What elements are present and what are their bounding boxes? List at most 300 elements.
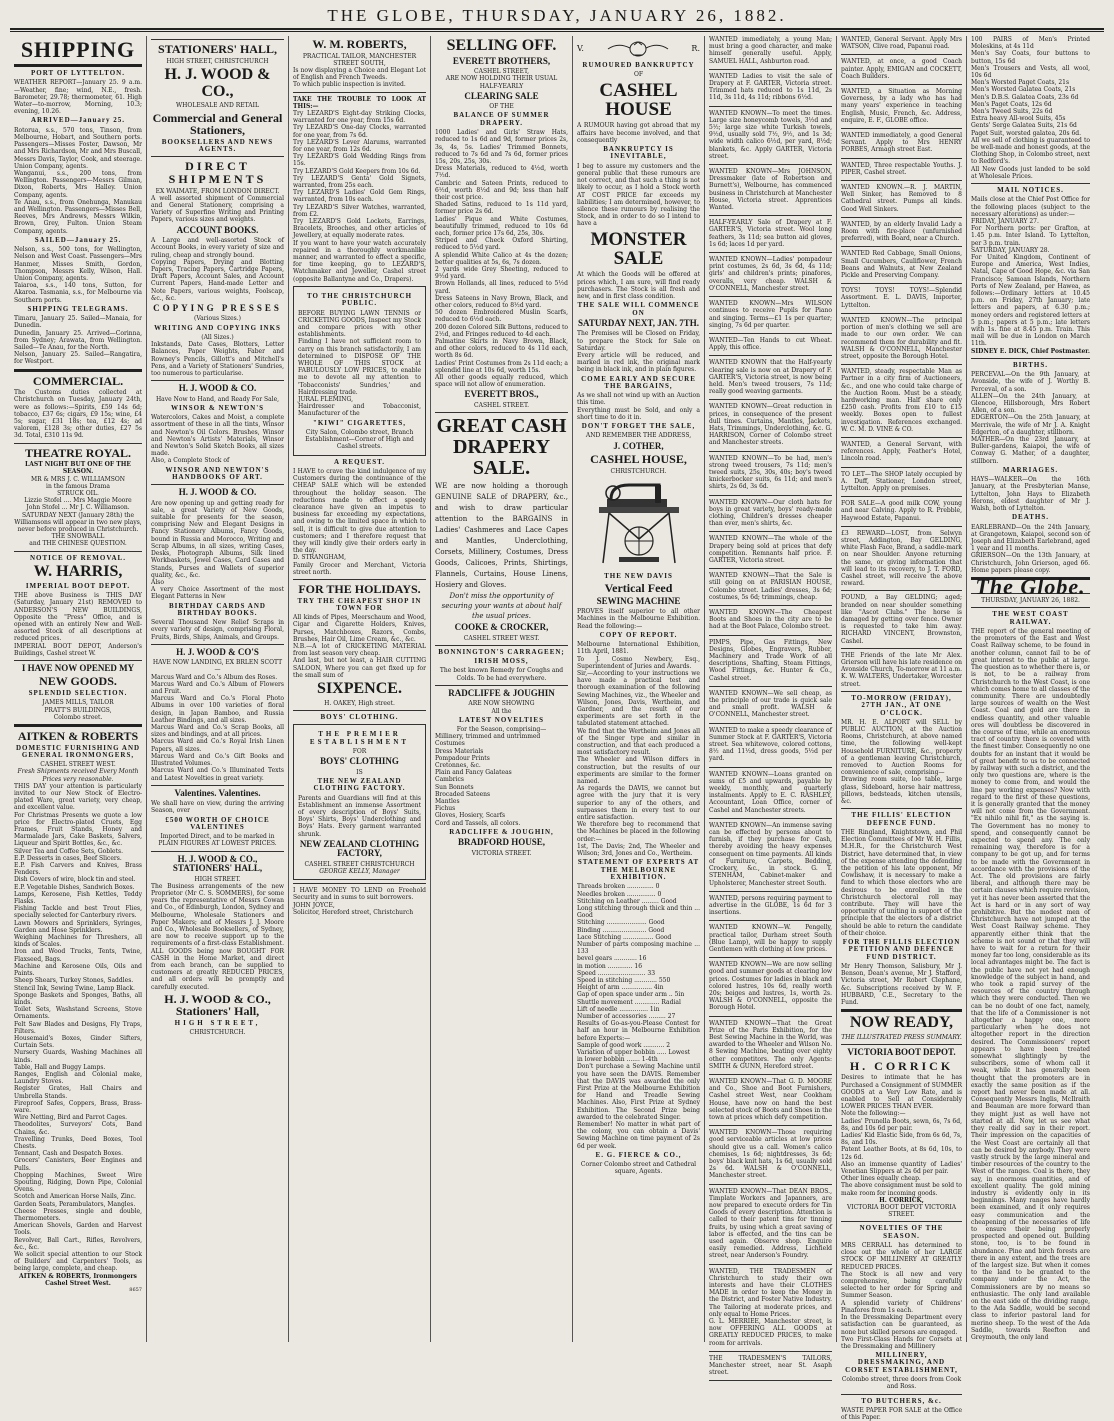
divider: [14, 551, 142, 552]
vr-right: R.: [691, 44, 700, 54]
divider: [841, 158, 962, 159]
divider: [709, 399, 832, 400]
classified-ad: WANTED immediately, a young Man; must bring a good character, and make himself generally useful. Apply, SAMUEL HALL, Ashburton road.: [709, 36, 832, 65]
rumoured-bankruptcy: RUMOURED BANKRUPTCY: [582, 61, 695, 69]
premier-boys: BOYS' CLOTHING: [320, 756, 399, 767]
divider: [709, 296, 832, 297]
divider: [709, 215, 832, 216]
selling-off: SELLING OFF.: [446, 37, 557, 54]
new-davis: THE NEW DAVIS: [604, 571, 673, 580]
divider: [709, 1125, 832, 1126]
divider: [709, 686, 832, 687]
boys-clothing-heading: BOYS' CLOTHING.: [320, 713, 399, 722]
sewing-machine: SEWING MACHINE: [596, 595, 681, 606]
divider: [151, 380, 284, 381]
weather-report: WEATHER REPORT—January 25. 9 a.m.—Weather, fine; wind, N.E., fresh. Barometer, 29.78; thermometer, 61. High Water—to-morrow, Morning, 10.3; evening, 10.26.: [14, 79, 142, 116]
divider: [841, 1221, 962, 1222]
tomorrow-auction: TO-MORROW (FRIDAY), 27TH JAN., AT ONE O'CLOCK.: [851, 693, 952, 717]
sailed-heading: SAILED—January 25.: [34, 235, 122, 244]
divider: [841, 246, 962, 247]
direct-sub: EX WAIMATE, FROM LONDON DIRECT.: [155, 187, 280, 195]
divider: [709, 1016, 832, 1017]
divider: [151, 851, 284, 852]
money-to-lend: I HAVE MONEY TO LEND on Freehold Security and in sums to suit borrowers. JOHN JOYCE, Solicitor, Hereford street, Christchurch: [293, 887, 426, 916]
winsor-body: Watercolors, Cakes and Moist, a complete assortment of these in all the tints, Winsor and Newton's Oil Colors. Brushes, Winsor and Newton's Artists' Materials, Winsor and Newton's Solid Sketch Books, all sizes made. Also, a Complete Stock of: [151, 414, 284, 465]
vertical-feed: Vertical Feed: [604, 581, 673, 596]
divider: [841, 180, 962, 181]
classified-ad: WANTED, a Situation as Morning Governess, by a lady who has had many years' experience in teaching English, Music, French, &c. Address, enquire, E. F., GLOBE office.: [841, 88, 962, 124]
mail-notices-body: Mails close at the Chief Post Office for the following places (subject to the necessary alterations) as under:— FRIDAY, JANUARY 27. For Northern ports: per Grafton, at 1.45 p.m. Inter Island. To Lyttelton, per 3 p.m. train. SATURDAY, JANUARY 28. For United Kingdom, Continent of Europe and America, West Indies, Natal, Cape of Good Hope, &c. via San Francisco; Samoan Islands, Northern Ports of New Zealand, per Hawea, as follows:—Ordinary letters at 10.45 p.m. on Friday, 27th January; late letters and papers, at 6.30 p.m.; money orders and registered letters at 5 p.m.; papers at 5 p.m.; late letters with 1s. fine at 8.45 p.m. Train. This mail will be due in London on March 11th.: [971, 196, 1090, 348]
column-8: [967, 36, 1094, 1342]
for-the-season: For the Season, comprising—: [456, 726, 547, 734]
roberts-sub: PRACTICAL TAILOR, MANCHESTER STREET SOUTH,: [302, 52, 417, 67]
marcus-ward-list: Marcus Ward and Co.'s Album des Roses. Marcus Ward and Co.'s Album of Flowers and Fruit. Marcus Ward and Co.'s Floral Photo Albums in over 100 varieties of floral design, in Japan Bamboo, and Russia Leather Bindings, and all sizes. Marcus Ward and Co.'s Scrap Books, all sizes and bindings, and at all prices. Marcus Ward and Co.'s Royal Irish Linen Papers, all sizes. Marcus Ward and Co.'s Gift Books and Illustrated Volumes. Marcus Ward and Co.'s Illuminated Texts and Latest Novelties in great variety.: [151, 673, 284, 782]
come-early: COME EARLY AND SECURE THE BARGAINS,: [581, 374, 696, 390]
fillis-fund: THE FILLIS' ELECTION DEFENCE FUND.: [851, 811, 952, 827]
classified-ad: WANTED KNOWN—That the Sale is still going on at PARISIAN HOUSE, Colombo street. Ladies' dresses, 3s 6d; costumes, 5s 6d; trimmings, cheap.: [709, 572, 832, 601]
summer-drapery: BALANCE OF SUMMER DRAPERY.: [453, 111, 550, 127]
column-2: [147, 36, 289, 1342]
sailed-list: Nelson, s.s., 500 tons, for Wellington, Nelson and West Coast. Passengers—Mrs Hanmer, Misses Smith, Gordon, Thompson, Messrs Kelly, Wilson, Hall. Union Company, agents. Taiaroa, s.s., 140 tons, Sutton, for Akaroa. Tasmania, s.s., for Melbourne via Southern ports.: [14, 246, 142, 304]
victoria-boot-depot: VICTORIA BOOT DEPOT.: [847, 1047, 956, 1058]
divider: [151, 785, 284, 786]
classified-ad: WANTED KNOWN—Mrs JOHNSON, Dressmaker (late of Robertson and Burnett's), Welbourne, has commenced business in Christchurch at Manchester House, Victoria street. Apprentices Wanted.: [709, 168, 832, 212]
divider: [841, 437, 962, 438]
radcliffe-list: Millinery, trimmed and untrimmed Costumes Dress Materials Pompadour Prints Cretonnes, &c. Plain and Fancy Galateas Cambrics Sun Bonnets Brocaded Sateens Mantles Fichus Gloves, Hosiery, Scarfs Cord and Tassels, all colors.: [435, 733, 541, 827]
classified-ad: WANTED KNOWN—To be had, men's strong tweed trousers, 7s 11d; men's tweed suits, 25s, 30s, 40s; boy's tweed knickerbocker suits, 6s 11d; and men's shirts, 2s 6d, 3s 6d.: [709, 454, 832, 491]
lezard-heading: TAKE THE TROUBLE TO LOOK AT THIS:—: [293, 95, 426, 110]
classified-ad: WANTED, persons requiring payment to advertise in the GLOBE, 1s 6d for 3 insertions.: [709, 894, 832, 917]
winsor-handbooks: WINSOR AND NEWTON'S HANDBOOKS OF ART.: [165, 465, 270, 481]
corrick-heading: H. CORRICK: [849, 1058, 954, 1073]
novelties-heading: NOVELTIES OF THE SEASON.: [859, 1224, 944, 1240]
divider: [841, 467, 962, 468]
divider: [14, 443, 142, 444]
radcliffe-all: All the: [491, 707, 512, 715]
divider: [841, 217, 962, 218]
divider: [435, 412, 568, 413]
harris-body: THE above Business is THIS DAY (Saturday, January 21st) REMOVED to ANDERSON'S NEW BUILDINGS, Opposite the "Press" Office, and is opened with an entirely New and Well-assorted Stock of all descriptions at reduced prices. IMPERIAL BOOT DEPOT, Anderson's Buildings, Cashel street W.: [14, 592, 142, 657]
divider: [841, 496, 962, 497]
classified-ad: WANTED KNOWN—Mrs WILSON continues to receive Pupils for Piano and singing. Terms—£1 1s per quarter; singing, 7s 6d per quarter.: [709, 300, 832, 329]
divider: [841, 128, 962, 129]
article-body: THE report of the general meeting of the promoters of the East and West Coast Railway scheme, to be found in another column, cannot fail to be of great interest to the public at large. The question as to whether there is, or is not, to be a railway from Christchurch to the West Coast, is one which comes home to all classes of the community. There are undoubtedly large sources of wealth on the West Coast. Coal and gold are there in endless quantity, and other valuable ores will doubtless be discovered in the course of time, while an enormous tract of country there is covered with the finest timber. Consequently no one doubts for an instant that it would be of great benefit to us to be connected by railway with such a district, and the only two questions are, where is the money to come from, and would the line pay working expenses? Now with regard to the first of these questions, it is generally granted that the money will not come from the Government. "Ex nihilo nihil fit," as the saying is. The Government has no money to spend, and consequently cannot be expected to spend any. The only remaining way, therefore is for a company to be got up, and for terms to be made with the Government in accordance with the provisions of the Act. The old provisions are fairly liberal, and although there may be certain clauses which require revision, yet it has never been asserted that the Act is hard or in any sort of way prohibitive. But the modest men of Christchurch have not jumped at the West Coast Railway scheme. They apparently either think that the scheme is not sound or that they will have to wait for a return for their money far too long, considerable as its local advantages might be. The fact is the public have not yet had enough knowledge of the subject in hand, and who took a rapid survey of the resources of the country through which they were conducted. Then we can be no doubt of one fact, namely, that the life of a Commissioner is not altogether a happy one, more particularly when he does not altogether report in the direction desired. The Commissioners' report appears to have been treated somewhat slightingly by the subscribers, some of whom call it weak, while it has generally been thought that the promoters are in exactly the same position as if the report had never been made at all. Consequently Messrs Inglis, McIlraith and Beauman are more forward than they might just as well have not started at all. Now, let us see what they really did say in their report. Their impression on the capacities of the West Coast are certainly all that can be desired by anybody. They were vastly struck by the large mineral and timber resources of the country to the West of the ranges. Coal is there, they say, in enormous quantities, and of excellent quality. The gold mining industry is evidently only in its beginnings. Many ranges have hardly been examined, and it only requires easy communication and the cheapening of the necessaries of life to ensure their being properly prospected and opened out. Building stone, too, is to be found in abundance. Pine and birch forests are there in any extent, and the trees are of the largest size. But when it comes to the land to be granted to the company under the Act, the Commissioners are by no means so enthusiastic. The only land available on the east side of the dividing range, to the Ada Saddle, would be second class to inferior pastoral land for merino sheep. To the west of the Ada Saddle, towards Reefton and Greymouth, the only land: [971, 628, 1090, 1341]
bonnington: BONNINGTON'S CARRAGEEN;: [438, 647, 565, 656]
divider: [709, 495, 832, 496]
saturday-next: SATURDAY NEXT, JAN. 7TH.: [577, 317, 700, 328]
radcliffe-heading: RADCLIFFE & JOUGHIN: [448, 687, 555, 698]
editorial-date: THURSDAY, JANUARY 26, 1882.: [981, 597, 1080, 605]
inks-sizes: (All Sizes.): [201, 333, 234, 341]
births-heading: BIRTHS.: [1013, 360, 1048, 369]
divider: [293, 579, 426, 580]
classified-ad: FOR SALE—A good milk COW, young and near Calving. Apply to R. Prebble, Haywood Estate, Papanui.: [841, 500, 962, 522]
divider: [293, 92, 426, 93]
divider: [841, 648, 962, 649]
arrived-heading: ARRIVED—January 25.: [30, 116, 126, 125]
births-body: PERCEVAL—On the 9th January, at Avonside, the wife of J. Worthy B. Perceval, of a son. ALLEN—On the 24th January, at Glencoe, Hillsborough, Mrs Robert Allen, of a son. EDGERTON—On the 25th January, at Merrivale, the wife of Mr J. A. Knight Edgerton, of a daughter, stillborn. MATHER—On the 23rd January, at Buller-gardens, Kaiapoi, the wife of Conway G. Mather, of a daughter, stillborn.: [971, 371, 1090, 465]
millinery-address: Colombo street, three doors from Cook and Ross.: [841, 1376, 962, 1391]
classified-ad: WANTED KNOWN—We are now selling good and summer goods at clearing low prices. Costumes for ladies in black and colored lustres, 10s 6d, really worth 20s; beiges and lustres, 1s, worth 2s. WALSH & O'CONNELL, opposite the Borough Hotel.: [709, 961, 832, 1012]
nzcf-body: Parents and Guardians will find at this Establishment an immense Assortment of every description of Boys' Suits, Boys' Shirts, Boys' Underclothing and Boys' Hats. Every garment warranted shrunk.: [298, 794, 421, 838]
account-body: A Large and well-assorted Stock of Account Books, in every variety of size and ruling, cheap and strongly bound.: [151, 237, 284, 259]
tobacconist-ad: [293, 286, 426, 456]
notice-heading: NOTICE OF REMOVAL.: [30, 553, 126, 562]
copying-presses: COPYING PRESSES: [153, 302, 282, 313]
divider: [14, 369, 142, 372]
classified-ad: WANTED, a General Servant, with references. Apply, Feather's Hotel, Lincoln road.: [841, 440, 962, 463]
roberts-body: Is now displaying a Choice and Elegant Lot of English and French Tweeds. To which public inspection is invited.: [293, 67, 426, 89]
classified-ad: WANTED KNOWN—To meet the times. Large size honeycomb towels, 3½d and 5½; large size white Turkish towels, 9½d, usually sold 7½, 9½, and 1s 3d; wide width calico 6½d, per yard, 8½d; blankets, &c. Apply GARTER, Victoria street.: [709, 109, 832, 160]
divider: [709, 635, 832, 636]
divider: [709, 164, 832, 165]
aitken-address: CASHEL STREET WEST.: [40, 761, 116, 769]
classified-ad: WANTED KNOWN—That G. D. MOORE and Co., Shoe and Boot Furnishers, Cashel street West, near Cookham House, have now on hand the best selected stock of Boots and Shoes in the town at prices which defy competition.: [709, 1077, 832, 1121]
clearing-sale: CLEARING SALE: [464, 90, 539, 101]
writing-inks: WRITING AND COPYING INKS: [154, 323, 281, 332]
vr-left: V.: [577, 44, 584, 54]
request-body: I HAVE to crave the kind indulgence of my Customers during the continuance of the CHEAP SALE which will be extended throughout the holiday season. The reductions made to effect a speedy clearance have given an impetus to business far exceeding my expectations, and owing to the limited space in which to sell, it is difficult to give due attention to customers; and I therefore request that they will kindly give their orders early in the day. D. STRANGHAM, Family Grocer and Merchant, Victoria street north.: [293, 467, 426, 576]
telegrams-heading: SHIPPING TELEGRAMS.: [27, 304, 129, 313]
everett-body: 1000 Ladies' and Girls' Straw Hats, reduced to 1s 6d and 9d, former prices 2s, 3s, 4s, 5s. Ladies' Trimmed Bonnets, reduced to 7s 6d and 7s 6d, former prices 15s, 20s, 25s, 30s. Dress Materials, reduced to 4½d, worth 7½d. Cambric and Sateen Prints, reduced to 6½d, worth 8½d and 9d; less than half their cost price. Shaded Satins, reduced to 1s 11d yard, former price 2s 6d. Ladies' Pique and White Costumes, beautifully trimmed, reduced to 10s 6d each, former price 17s 6d, 25s, 30s. Striped and Check Oxford Shirting, reduced to 5½d yard. A splendid White Calico at 4s the dozen; better qualities at 5s, 6s, 7s dozen. 2 yards wide Grey Sheeting, reduced to 9½d yard. Brown Hollands, all lines, reduced to 5½d yard. Dress Sateens in Navy Brown, Black, and other colors, reduced to 8½d yard. 50 dozen Embroidered Muslin Scarfs, reduced to 6½d each. 200 dozen Colored Silk Buttons, reduced to 2½d, and Fringes reduced to 4d each. Palmatine Skirts in Navy Brown, Black, and other colors, reduced to 4s 11d each, worth 8s 6d. Ladies' Print Costumes from 2s 11d each; a splendid line at 10s 6d, worth 15s. All other goods equally reduced, which space will not allow of enumeration.: [435, 129, 568, 389]
classified-ad: WANTED KNOWN—The whole of the Drapery being sold at prices that defy competition. Remnants half price. F. GARTER, Victoria street.: [709, 535, 832, 564]
holidays-try: TRY THE CHEAPEST SHOP IN TOWN FOR: [297, 596, 422, 612]
theatre-body: MR & MRS J. C. WILLIAMSON in the famous Drama STRUCK OIL. Lizzie Stofel .... Mrs Maggie Moore John Stofel ... Mr J. C. Williamson. SATURDAY NEXT (January 28th) the Williamsons will appear in two new plays, never before produced in Christchurch. THE SNOWBALL and THE CHINESE QUESTION.: [14, 475, 142, 548]
wind-up: As we shall not wind up with an Auction this time.: [577, 392, 700, 407]
statement-experts: STATEMENT OF EXPERTS AT THE MELBOURNE EXHIBITION.: [577, 858, 700, 881]
classified-ad: TO LET—The SHOP lately occupied by A. Duff, Stationer, London street, Lyttelton. Apply on premises.: [841, 470, 962, 492]
divider: [151, 156, 284, 157]
divider: [841, 283, 962, 284]
column-7: [837, 36, 967, 1421]
classified-ad: WANTED, at once, a good Coach painter. Apply, EMIGAN and COCKETT, Coach Builders.: [841, 58, 962, 80]
to-butchers: TO BUTCHERS, &c.: [861, 1396, 942, 1405]
classified-ad: WANTED to make a speedy clearance of Summer Stock at F. GARTER'S, Victoria street. Sea whitewove, colored cottons, 8½ and 11½d, dress goods, 5½d per yard.: [709, 726, 832, 763]
every-article: Every article will be reduced, and marked in red ink, the original mark being in black ink, and in plain figures.: [577, 351, 700, 374]
oakey: H. OAKEY, High street.: [324, 699, 395, 707]
divider: [709, 451, 832, 452]
classified-ad: WANTED KNOWN that the Half-yearly clearing sale is now on at Drapery of F. GARTER'S, Victoria street, is now being held. Men's tweed trousers, 7s 11d; really good weaving garments.: [709, 359, 832, 396]
everett-holding: ARE NOW HOLDING THEIR USUAL: [445, 75, 558, 83]
kiwi-cigarettes: "KIWI" CIGARETTES,: [312, 418, 407, 427]
bankruptcy-inevitable: BANKRUPTCY IS INEVITABLE,: [603, 145, 674, 161]
classified-ad: WANTED KNOWN—Great reduction in prices, in consequence of the present dull times. Curtains, Mantles, Jackets, Hats, Trimmings, Underclothing, &c. G. HARRISON, Corner of Colombo street and Manchester streets.: [709, 403, 832, 447]
everett-address: CASHEL STREET,: [474, 68, 529, 76]
rumoured-of: OF: [633, 71, 644, 79]
divider: [971, 358, 1090, 359]
ref-number: 8657: [129, 1287, 142, 1294]
stationers-hall: STATIONERS' HALL,: [158, 42, 277, 56]
column-3: [289, 36, 431, 1342]
classified-ad: WANTED KNOWN—Ladies' pompadour print costumes, 2s 6d, 3s 6d, 4s 11d; girls' and children's prints; pinafores, overalls, very cheap. WALSH & O'CONNELL, Manchester street.: [709, 256, 832, 292]
masthead: THE GLOBE, THURSDAY, JANUARY 26, 1882.: [327, 6, 787, 25]
divider: [709, 568, 832, 569]
nzcf-address: CASHEL STREET CHRISTCHURCH: [304, 860, 415, 868]
divider: [841, 590, 962, 591]
direct-body: A well assorted shipment of Commercial and General Stationery, comprising a Variety of Superfine Writing and Printing Papers, various sizes and weights.: [151, 194, 284, 224]
wanted-ads-list: [709, 36, 832, 1381]
premises-closed: The Premises will be Closed on Friday, to prepare the Stock for Sale on Saturday.: [577, 330, 700, 352]
divider: [971, 183, 1090, 184]
divider: [709, 957, 832, 958]
radcliffe-sign: RADCLIFFE & JOUGHIN,: [449, 827, 554, 836]
davis-body-4: Don't purchase a Sewing Machine until you have seen the DAVIS. Remember that the DAVIS was awarded the only First Prize at the Melbourne Exhibition for Hand and Treadle Sewing Machines. Also, First Prize at Sydney Exhibition. The Second Prize being awarded to the celebrated Singer. Remember! No matter in what part of the colony, you can obtain a Davis' Sewing Machine on time payment of 2s 6d per week.: [577, 1063, 700, 1150]
premier: THE PREMIER ESTABLISHMENT: [309, 730, 410, 746]
james-mills: JAMES MILLS, TAILOR PRATT'S BUILDINGS, Colombo street.: [42, 699, 114, 721]
mail-sign: SIDNEY E. DICK, Chief Postmaster.: [971, 347, 1091, 355]
classified-ad: WANTED KNOWN—We sell cheap, as the principle of our trade is quick sale and small profit. WALSH & O'CONNELL, Manchester street.: [709, 689, 832, 719]
divider: [435, 645, 568, 646]
column-1: [10, 36, 147, 1342]
harris-sub: IMPERIAL BOOT DEPOT.: [25, 581, 131, 590]
hjwood-5-sub: HIGH STREET.: [194, 875, 241, 883]
request-heading: A REQUEST.: [333, 457, 386, 466]
divider: [709, 355, 832, 356]
divider: [841, 1394, 962, 1395]
hjwood-6-addr: HIGH STREET,: [174, 1018, 261, 1027]
classified-ad: WANTED, steady, respectable Man as Partner in a city firm of Auctioneers, &c., and one who could take charge of the Auction Room. Must be a steady, hardworking man. Half share only £250 cash. Profits from £10 to £15 weekly. Boxes open to fullest investigation. References exchanged. W. C. M. D. VINE & CO.: [841, 368, 962, 433]
theatre-subheading: LAST NIGHT BUT ONE OF THE SEASON.: [25, 461, 131, 476]
royal-crest-banner: [577, 38, 700, 60]
classified-ad: WANTED, General Servant. Apply Mrs WATSON, Clive road, Papanui road.: [841, 36, 962, 51]
classified-ad: WANTED Red Cabbage, Small Onions, Small Cucumbers, Cauliflower, French Beans and Walnuts, at New Zealand Pickle and Preserving Company.: [841, 250, 962, 280]
royal-crest-icon: [603, 40, 673, 58]
divider: [709, 1380, 832, 1381]
monster-sale: MONSTER SALE: [590, 228, 687, 270]
remember-address: AND REMEMBER THE ADDRESS,: [585, 432, 692, 440]
copying-sizes: (Various Sizes.): [193, 315, 242, 323]
hjwood-3-body: Are now opening up and getting ready for sale, a great Variety of New Goods, suitable for presents for the season, comprising New and Elegant Designs in Fancy Stationery Albums, Fancy Goods, bound in Russia and Morocco, Writing and Scrap Albums, in all sizes, writing Cases, Desks, Photograph Albums, Silk lined Workbaskets, Jewel Cases, Card Cases and Stands, Purses and Wallets of superior quality, &c., &c. Also A very Choice Assortment of the most Elegant Patterns in New: [151, 499, 284, 601]
tc-body: BEFORE BUYING LAWN TENNIS or CRICKETING GOODS, Inspect my Stock and compare prices with other establishments. Finding I have not sufficient room to carry on this branch satisfactorily, I am determined to DISPOSE OF THE WHOLE OF THIS STOCK at FABULOUSLY LOW PRICES, to enable me to devote all my attention to 'Tobacconists' Sundries,' and Hairdressing trade. JURAL FLEMING, Hairdresser and Tobacconist, Manufacturer of the: [298, 309, 421, 418]
victoria-boot-depot-2: VICTORIA BOOT DEPOT VICTORIA STREET.: [846, 1203, 957, 1219]
copying-papers: Copying Papers, Drying and Blotting Papers, Tracing Papers, Cartridge Papers, Draft Papers, Account Sales, and Account Current Papers, Hand-made Letter and Note Papers, various weights, Foolscap, &c., &c.: [151, 258, 284, 302]
hjwood-4: H. J. WOOD & CO'S: [176, 646, 259, 657]
sale-commence: THE SALE WILL COMMENCE ON: [577, 301, 700, 317]
new-goods: NEW GOODS.: [39, 674, 117, 689]
petition-body: Mr Henry Thomson, Salisbury, Mr J. Benson, Dean's avenue, Mr J. Stafford, Victoria street, Mr Robert Clephane, &c. Subscriptions received by W. F. HUBBARD, C.E., Secretary to the Fund.: [841, 963, 962, 1007]
gcd-miss: Don't miss the opportunity of securing your wants at about half the usual prices.: [441, 592, 562, 621]
moleskins-ad: 100 PAIRS of Men's Printed Moleskins, at 4s 11d Men's Say Coats, four buttons to button, 15s 6d Men's Trousers and Vests, all wool, 10s 6d Men's Worsted Paget Coats, 21s Men's Worsted Galatea Coats, 21s Men's D.B.S. Galatea Coats, 23s 6d Men's Paget Coats, 12s 6d Men's Tweed Suits, 22s 6d Extra heavy All-wool Suits, 45s Gents' Serge Galatea Suits, 21s 6d Paget Suit, worsted galatea, 20s 6d. All we sell of clothing is guaranteed to be well-made and honest goods, at the Clothing Shop, in Colombo street, next to Redford's. All New Goods just landed to be sold at Wholesale Prices.: [971, 36, 1090, 180]
cooke-address: CASHEL STREET WEST.: [463, 634, 540, 642]
classified-ad: WANTED KNOWN—An immense saving can be effected by persons about to furnish, if they purchase for Cash, thereby avoiding the heavy expenses consequent on time payments. All kinds of Furniture, Carpets, Bedding, Crockery, &c., in stock. G. T. STENHAM, Cabinet-maker and Upholsterer, Manchester street South.: [709, 821, 832, 887]
hjwood-heading: H. J. WOOD & CO.,: [164, 65, 271, 100]
divider: [709, 1264, 832, 1265]
classified-ad: WANTED KNOWN—W. Pengelly, practical tailor, Durham street South (Blue Lamp), will be happy to supply Gentlemen with clothing at low prices.: [709, 924, 832, 953]
stationers-address: HIGH STREET, CHRISTCHURCH: [166, 57, 269, 65]
divider: [709, 333, 832, 334]
divider: [709, 1351, 832, 1352]
mail-notices-heading: MAIL NOTICES.: [997, 186, 1064, 195]
arrived-list: Rotorua, s.s., 570 tons, Tinson, from Melbourne, Hobart, and Southern ports. Passengers—Misses Foster, Dawson, Mr and Mrs Richardson, Mr and Mrs Buscall, Messrs Davis, Taylor, Cook, and steerage. Union Company, agents. Wanganui, s.s., 200 tons, from Wellington. Passengers—Messrs Gilman, Dixon, Roberts, Mrs Halley. Union Company, agents. Te Anau, s.s., from Onehunga, Manukau and Wellington. Passengers—Misses Bell, Reeves, Mrs Andrews, Messrs Wilkin, Brown, Grey, Fulton. Union Steam Company, agents.: [14, 126, 142, 235]
hjwood-5: H. J. WOOD & CO., STATIONERS' HALL,: [172, 853, 263, 874]
alport-auction: MR. H. E. ALPORT will SELL by PUBLIC AUCTION, at the Auction Rooms, Christchurch, at above named time, the following well-kept Household FURNITURE, &c., property of a gentleman leaving Christchurch, removed to Auction Rooms for convenience of sale, comprising— Drawing room suite, loo table, large glass, Sideboard, horse hair mattress, pillows, bedsteads, kitchen utensils, &c.: [841, 718, 962, 806]
classified-ad: WANTED, THE TRADESMEN of Christchurch to study their own interests and have their CLOTHES MADE in order to keep the Money in the District, and Foster Native Industry. The Tailoring at moderate prices, and only equal to Home Prices. G. L. MERRIEE, Manchester street, is now OFFERING ALL GOODS at GREATLY REDUCED PRICES, to make room for arrivals.: [709, 1267, 832, 1347]
funeral-notice: THE Friends of the late Mr Alex. Grierson will have his late residence on Avonside Church, To-morrow at 11 a.m. K. W. WALTERS, Undertaker, Worcester street.: [841, 651, 962, 688]
valentines-body: We shall have on view, during the arriving Season, over: [151, 800, 284, 815]
divider: [709, 891, 832, 892]
divider: [14, 64, 142, 67]
novelties-body: MRS CERRALL has determined to close out the whole of her LARGE STOCK OF MILLINERY AT GREATLY REDUCED PRICES. The Stock is all new and very comprehensive, being carefully selected to her order for Spring and Summer Season. A splendid variety of Childrens' Pinafores from 1s each. In the Dressmaking Department every satisfaction can be guaranteed, as none but skilled persons are engaged. Two First-Class Hands for Corsets at the Dressmaking and Millinery: [841, 1242, 962, 1350]
victoria-street: VICTORIA STREET.: [471, 849, 532, 857]
divider: [293, 710, 426, 711]
illustrated-press: THE ILLUSTRATED PRESS SUMMARY.: [841, 1034, 962, 1042]
masthead-rule: [10, 28, 1104, 32]
divider: [709, 252, 832, 253]
divider: [151, 484, 284, 485]
divider: [709, 767, 832, 768]
divider: [709, 69, 832, 70]
hjwood-2-sub: Have Now to Hand, and Ready For Sale,: [155, 395, 280, 403]
hjwood-6: H. J. WOOD & CO., Stationers' Hall,: [164, 991, 271, 1019]
cashel-body: A RUMOUR having got abroad that my affairs have become involved, and that consequently: [577, 122, 700, 144]
aitken-sub: DOMESTIC FURNISHING AND GENERAL IRONMONGERS,: [15, 743, 141, 759]
davis-table: Threads broken .............. 0 Needles broken ............... 0 Stitching on Leather ......... Good Long stitching through thick and thin ... Good Stitching ..................... Good Binding ....................... Good Lace Stitching ................ Good Number of parts composing machine ... 133 bevel gears ............ 16 in motion ............. 16 Speed ......................... 33 Speed in stitching ............ 550 Height of arm ................ 4in Gap of open space under arm .. 5in Shuttle movement ............. Radial Lift of needle ............... 1in Number of accessories ......... 27 Results of Go-as-you-Please Contest for half an hour in Melbourne Exhibition before Experts:— Sample of good work ........... 2 Variation of upper bobbin ..... Lowest in lower bobbin ....... 1-4th: [577, 883, 700, 1064]
divider: [709, 723, 832, 724]
classified-ad: WANTED KNOWN—Loans granted on sums of £5 and upwards, payable by weekly, monthly, and quarterly instalments. Apply to E. C. RASHLEY, Accountant, Loan Office, corner of Cashel and Manchester streets.: [709, 770, 832, 814]
classified-ad: WANTED KNOWN—That DEAN BROS., Timplate Workers and Japanners, are now prepared to execute orders for Tin Goods of every description. Attention is called to their patent tins for tinning fruits, by using which a great saving of labor is effected, and the tins can be used again. Observe shop. Enquire easily remedied. Address, Lichfield street, near Anderson's Foundry.: [709, 1187, 832, 1260]
marriages-body: HAYS—WALKER—On the 16th January, at the Presbyterian Manse, Lyttelton, John Hays to Elizabeth Herons, eldest daughter of Mr J. Walsh, both of Lyttelton.: [971, 476, 1090, 513]
divider: [841, 808, 962, 809]
everett-sign: EVERETT BROS.,: [464, 389, 539, 400]
marriages-heading: MARRIAGES.: [1002, 465, 1059, 474]
hjwood-books: BOOKSELLERS AND NEWS AGENTS.: [161, 137, 274, 154]
davis-report: Melbourne International Exhibition, 11th April, 1881. To J. Cosmo Newbery, Esq., Superintendent of Juries and Awards. Sir,—According to your instructions we have made a practical test and thorough examination of the following Sewing Machines, viz., the Wheeler and Wilson, Jones, Davis, Wertheim, and Gardner, and the result of our experiments are set forth in the tabulated statement attached. We find that the Wertheim and Jones all of the Singer type and similar in construction, and that each produced a most satisfactory result. The Wheeler and Wilson differs in construction, but the results of our experiments are similar to the former named. As regards the DAVIS, we cannot but agree with the jury that it is very superior to any of the others, and surpasses them in every test to our entire satisfaction. We therefore beg to recommend that the Machines be placed in the following order:— 1st, The Davis; 2nd, The Wheeler and Wilson; 3rd, Jones and Co., Wertheim.: [577, 641, 700, 858]
divider: [14, 660, 142, 661]
everett-sign-2: CASHEL STREET.: [474, 401, 529, 409]
classified-ad: WANTED KNOWN—That the Great Prize of the Paris Exhibition, for the Best Sewing Machine in the World, was awarded to the Wheeler and Wilson No. 8 Sewing Machine, beating over eighty other competitors. The only Agents: SMITH & GUNN, Hereford street.: [709, 1019, 832, 1070]
aitken-body: THIS DAY your attention is particularly invited to our New Stock of Electro-plated Ware, great variety, very cheap, and excellent value. For Christmas Presents we quote a low price for Electro-plated Cruets, Egg Frames, Fruit Stands, Honey and Marmalade Jars, Cake Baskets, Salvers, Liqueur and Spirit Bottles, &c., &c. Silver Tea and Coffee Sets, Goblets. E.P. Desserts in cases, Beef Slicers. E.P. Fish Carvers and Knives, Brass Fenders. Dish Covers of wire, block tin and steel. E.P. Vegetable Dishes, Sandwich Boxes. Lamps, Kerosene, Fish Kettles, Teddy Flasks. Fishing Tackle and best Trout Flies, specially selected for Canterbury rivers. Lawn Mowers and Sprinklers, Syringes, Garden and Hose Sprinklers. Weighing Machines for Threshers, all kinds of Scales. Iron and Wood Trucks, Tents, Twine, Flaxseed, Bags. Machine and Kerosene Oils, Oils and Paints. Sheep Shears, Turkey Stones, Saddles. Stencil Ink, Sewing Twine, Lamp Black. Sponge Baskets and Sponges, Baths, all kinds. Toilet Sets, Washstand Screens, Stove Ornaments. Felt Saw Blades and Designs, Fly Traps, Filters. Housemaid's Boxes, Ginder Sifters, Curtain Sets. Nursery Guards, Washing Machines all kinds. Table, Hall and Buggy Lamps. Ranges, English and Colonial make, Laundry Stoves. Register Grates, Hall Chairs and Umbrella Stands. Fireproof Safes, Coppers, Brass, Brass-ware. Wire Netting, Bird and Parrot Cages. Theodolites, Surveyors' Cots, Band Chains, &c. Travelling Trunks, Deed Boxes, Tool Chests. Tennant, Cash and Despatch Boxes. Grocers' Canisters, Beer Engines and Pulls. Chopping Machines, Sweet Wire Spouting, Ridging, Down Pipe, Colonial Ovens. Scotch and American Horse Nails, Zinc. Garden Seats, Perambulators, Mangles. Cheese Presses, single and double, Thermometers. American Shovels, Garden and Harvest Tools. Revolver, Ball Cart., Rifles, Revolvers, &c., &c. We solicit special attention to our Stock of Builders' and Carpenters' Tools, as being large, complete, and cheap.: [14, 782, 142, 1273]
hjwood-4-sub: HAVE NOW LANDING, EX BRLEN SCOTT—: [152, 659, 283, 674]
divider: [709, 531, 832, 532]
dont-forget: DON'T FORGET THE SALE,: [581, 422, 696, 431]
half-yearly: HALF-YEARLY: [479, 82, 524, 90]
irish-moss: IRISH MOSS,: [474, 657, 529, 666]
hjwood-2: H. J. WOOD & CO.: [178, 383, 257, 394]
aitken-sign: AITKEN & ROBERTS, Ironmongers Cashel Street West.: [19, 1272, 137, 1287]
classified-ad: WANTED Ladies to visit the sale of Drapery at F. GARTER, Victoria street. Trimmed hats reduced to 1s 11d, 2s 11d, 3s 11d, 4s 11d; ribbons 6½d.: [709, 72, 832, 102]
theatre-heading: THEATRE ROYAL.: [24, 445, 132, 460]
commercial-heading: COMMERCIAL.: [32, 373, 124, 388]
reward-ad: £3 REWARD—LOST, from Selwyn street, Addington, Bay GELDING, white Flash Face, Brand, a saddle-mark on near Shoulder. Anyone returning the same, or giving information that will lead to its recovery, to J. T. FORD, Cashel street, will receive the above reward.: [841, 529, 962, 588]
divider: [841, 54, 962, 55]
petition-heading: FOR THE FILLIS ELECTION PETITION AND DEFENCE FUND DISTRICT.: [842, 938, 961, 961]
birthday-cards: BIRTHDAY CARDS AND BIRTHDAY BOOKS.: [169, 601, 266, 617]
fillis-body: THE Ringland, Knightstown, and Phil Election Committees of Mr W. H. Fillis, M.H.R., for the Christchurch West District, have determined that, in view of the expense attending the defending the petition of his late opponent, Mr Cowlishaw, it is necessary to make a fund to which those electors who are desirous to be enrolled in the Christchurch electoral roll may contribute. They will have the opportunity of uniting in support of the principle that the electors of a district should be able to return the candidate of their choice.: [841, 828, 962, 937]
nzcf-heading: THE NEW ZEALAND CLOTHING FACTORY.: [313, 776, 406, 793]
divider: [841, 84, 962, 85]
hjwood-stationers: Commercial and General Stationers,: [152, 110, 283, 138]
column-6: [705, 36, 837, 1377]
lezard-body: Try LEZARD'S Eight-day Striking Clocks, warranted for one year, from 15s 6d. Try LEZARD'S One-day Clocks, warranted for one year, from 7s 6d. Try LEZARD'S Lever Alarums, warranted for one year, from 12s 6d. Try LEZARD'S Gold Wedding Rings from 15s. Try LEZARD'S Gold Keepers from 10s 6d. Try LEZARD'S Genta' Gold Signets, warranted, from 25s each. Try LEZARD'S Ladies' Gold Gem Rings, warranted, from 10s each. Try LEZARD'S Silver Watches, warranted, from £2. Try LEZARD'S Gold Lockets, Earrings, Bracelets, Brooches, and other articles of Jewellery, at equally moderate rates. If you want to have your watch accurately repaired in a thoroughly workmanlike manner, and warranted to effect a specific, for time keeping, go to LEZARD'S, Watchmaker and Jeweller, Cashel street (opposite Ballantyne and Co., Drapers).: [293, 110, 426, 283]
davis-body: PROVES itself superior to all other Machines in the Melbourne Exhibition. Read the following:—: [577, 608, 700, 630]
bonnington-body: The best known Remedy for Coughs and Colds. To be had everywhere.: [439, 667, 564, 682]
valentines-worth: £500 WORTH OF CHOICE VALENTINES: [165, 815, 270, 831]
divider: [841, 364, 962, 365]
classified-ad: THE TRADESMEN'S TAILORS, Manchester street, near St. Asaph street.: [709, 1354, 832, 1377]
splendid: SPLENDID SELECTION.: [28, 688, 128, 697]
classified-ad: WANTED KNOWN—Those requiring good serviceable articles at low prices should give us a call. Women's calico chemises, 1s 6d; nightdresses, 3s 6d; boys' black knit hats, 1s 6d, usually sold 2s 6d. WALSH & O'CONNELL, Manchester street.: [709, 1129, 832, 1180]
account-books: ACCOUNT BOOKS.: [176, 224, 259, 235]
classified-ad: WANTED KNOWN—The Cheapest Boots and Shoes in the city are to be had at the Boot Palace, Colombo street.: [709, 609, 832, 631]
holidays-body: All kinds of Pipes, Meerschaum and Wood, Cigar and Cigarette Holders, Knives, Purses, Matchboxes, Razors, Combs, Brushes, Hair Oil, Lime Cream, &c., &c. N.B.—A lot of CRICKETING MATERIAL from last season very cheap. And last, but not least, a HAIR CUTTING SALOON, Where you can get fixed up for the small sum of: [293, 614, 426, 679]
roberts-heading: W. M. ROBERTS,: [312, 37, 407, 51]
divider: [841, 1009, 962, 1012]
fierce-address: Corner Colombo street and Cathedral square, Agents.: [580, 1161, 697, 1176]
holidays-heading: FOR THE HOLIDAYS.: [298, 581, 421, 596]
classified-ad: WANTED immediately, a good General Servant. Apply to Mrs HENRY FORBES, Armagh street East.: [841, 132, 962, 154]
sixpence: SIXPENCE.: [317, 680, 402, 698]
tc-heading: TO THE CHRISTCHURCH PUBLIC.: [306, 291, 413, 308]
premier-is: IS: [356, 768, 363, 776]
columns: [10, 36, 1104, 1421]
inks-body: Inkstands, Date Cases, Blotters, Letter Balances, Paper Weights, Faber and Rowney's Pencils, Gillott's and Mitchell's Pens, and a Variety of Stationers' Sundries, too numerous to particularise.: [151, 341, 284, 377]
classified-ad: WANTED, Three respectable Youths. J. PIPER, Cashel street.: [841, 161, 962, 176]
article-heading: THE WEST COAST RAILWAY.: [992, 610, 1069, 626]
premier-for: FOR: [352, 748, 367, 756]
latest-novelties: LATEST NOVELTIES: [459, 715, 544, 724]
column-4: [431, 36, 573, 1342]
deaths-body: EARLEBRAND—On the 24th January, at Grangetown, Kaiapoi, second son of Joseph and Elizabeth Earlebrand, aged 1 year and 11 months. GRIERSON—On the 13th January, at Christchurch, John Grierson, aged 66. Home papers please copy.: [971, 523, 1090, 574]
of-the: OF THE: [489, 103, 514, 111]
bradford-house: BRADFORD HOUSE,: [457, 837, 545, 848]
found-ad: FOUND, a Bay GELDING; aged; branded on near shoulder something like "Ascot Clubs." The horse is damaged by getting over fence. Owner is requested to take him away. RICHARD VINCENT, Brownston, Cashel.: [841, 594, 962, 645]
divider: [841, 1044, 962, 1045]
divider: [841, 526, 962, 527]
divider: [709, 1074, 832, 1075]
classified-ad: WANTED, by an elderly Invalid Lady a Room with fire-place (unfurnished preferred), with Board, near a Church.: [841, 220, 962, 243]
divider: [151, 644, 284, 645]
now-ready: NOW READY,: [849, 1014, 954, 1032]
divider: [709, 920, 832, 921]
divider: [841, 313, 962, 314]
radcliffe-sub: ARE NOW SHOWING: [468, 700, 535, 708]
port-heading: PORT OF LYTTELTON.: [31, 69, 125, 78]
classified-ad: WANTED—Ten Hands to cut Wheat. Apply, this office.: [709, 336, 832, 352]
gcd-body: WE are now holding a thorough GENUINE SALE of DRAPERY, &c., and wish to draw particular attention to the BARGAINS in Ladies' Cashmeres and Lace Capes and Mantles, Underclothing, Corsets, Millinery, Costumes, Dress Goods, Calicoes, Prints, Shirtings, Flannels, Curtains, House Linens, Hosiery and Gloves.: [435, 482, 568, 590]
corrick-sign: H. CORRICK,: [879, 1196, 924, 1204]
hjwood-5-body: The Business arrangements of the new Proprietor (Mr C. S. SOMMERS), for some years the representative of Messrs Cowan and Co., of Edinburgh, London, Sydney and Melbourne, Wholesale Stationers and Paper Makers; and of Messrs J. J. Moore and Co., Wholesale Booksellers, of Sydney, are now to receive support up to the requirements of a first-class Establishment. ALL GOODS being now BOUGHT FOR CASH in the Home Market, and direct from each branch, can be supplied to customers at greatly REDUCED PRICES, and all orders will be promptly and carefully executed.: [151, 882, 284, 991]
divider: [435, 685, 568, 686]
nzcf-2: NEW ZEALAND CLOTHING FACTORY,: [299, 838, 420, 859]
cooke-crocker: COOKE & CROCKER,: [454, 622, 549, 633]
hjwood-3: H. J. WOOD & CO.: [178, 487, 257, 498]
nz-clothing-ad: [293, 724, 426, 880]
divider: [293, 883, 426, 884]
column-5: [573, 36, 705, 1342]
divider: [151, 39, 284, 40]
corrick-body: Desires to intimate that he has Purchased a Consignment of SUMMER GOODS at a Very Low Rate, and is enabled to Sell at Considerably LOWER PRICES THAN EVER. Note the following:— Ladies' Prunella Boots, sewn, 6s, 7s 6d, 8s, and 10s 6d per pair. Ladies' Kid Elastic Side, from 6s 6d, 7s, 8s, and 10s. Patent Leather Boots, at 8s 6d, 10s, to 12s 6d. Also an immense quantity of Ladies' Venetian Slippers at 2s 6d per pair. Other lines equally cheap. The above consignment must be sold to make room for incoming goods.: [841, 1074, 962, 1197]
millinery-heading: MILLINERY, DRESSMAKING, AND CORSET ESTABLISHMENT,: [845, 1351, 958, 1374]
everett-heading: EVERETT BROTHERS,: [452, 55, 551, 66]
classified-ad: WANTED KNOWN—Our cloth hats for boys in great variety, boys' ready-made clothing, Children's dresses cheaper than ever, men's shirts, &c.: [709, 498, 832, 528]
great-cash-drapery: GREAT CASH DRAPERY SALE.: [436, 415, 567, 480]
opened-line: I HAVE NOW OPENED MY: [21, 662, 135, 673]
divider: [709, 605, 832, 606]
divider: [709, 818, 832, 819]
classified-ad: WANTED KNOWN—The principal portion of men's clothing we sell are made to our own order. We can recommend them for durability and fit. WALSH & O'CONNELL, Manchester street, opposite the Borough Hotel.: [841, 316, 962, 360]
classified-ad: WANTED KNOWN.—R. J. MARTIN, Well Sinker, has Removed to 8 Cathedral street. Pumps all kinds. Good Well Sinkers.: [841, 184, 962, 213]
divider: [14, 724, 142, 727]
kelly: GEORGE KELLY, Manager: [319, 867, 400, 875]
copy-of-report: COPY OF REPORT.: [599, 630, 678, 639]
cashel-body-2: I beg to assure my customers and the general public that these rumours are not correct, and that such a thing is not likely to occur, as I hold a Stock worth AT COST PRICE far exceeds my liabilities; I am determined, however, to silence these rumours by realising the Stock, and in order to do so I intend to have a: [577, 162, 700, 228]
classified-list: [841, 36, 962, 527]
sewing-machine-illustration: [589, 479, 689, 569]
direct-shipments: DIRECT SHIPMENTS: [168, 159, 267, 187]
valentines: Valentines. Valentines.: [174, 787, 261, 798]
divider: [709, 1184, 832, 1185]
customs-duties: The Customs duties collected at Christchurch on Tuesday, January 24th, were as follows:—Spirits, £59 14s 6d; tobacco, £37 6s; cigars, £9 15s; wine, £4 5s; sugar, £31 18s; tea, £12 4s; ad valorem, £128 3s; other duties, £27 5s 3d. Total, £310 11s 9d.: [14, 389, 142, 440]
